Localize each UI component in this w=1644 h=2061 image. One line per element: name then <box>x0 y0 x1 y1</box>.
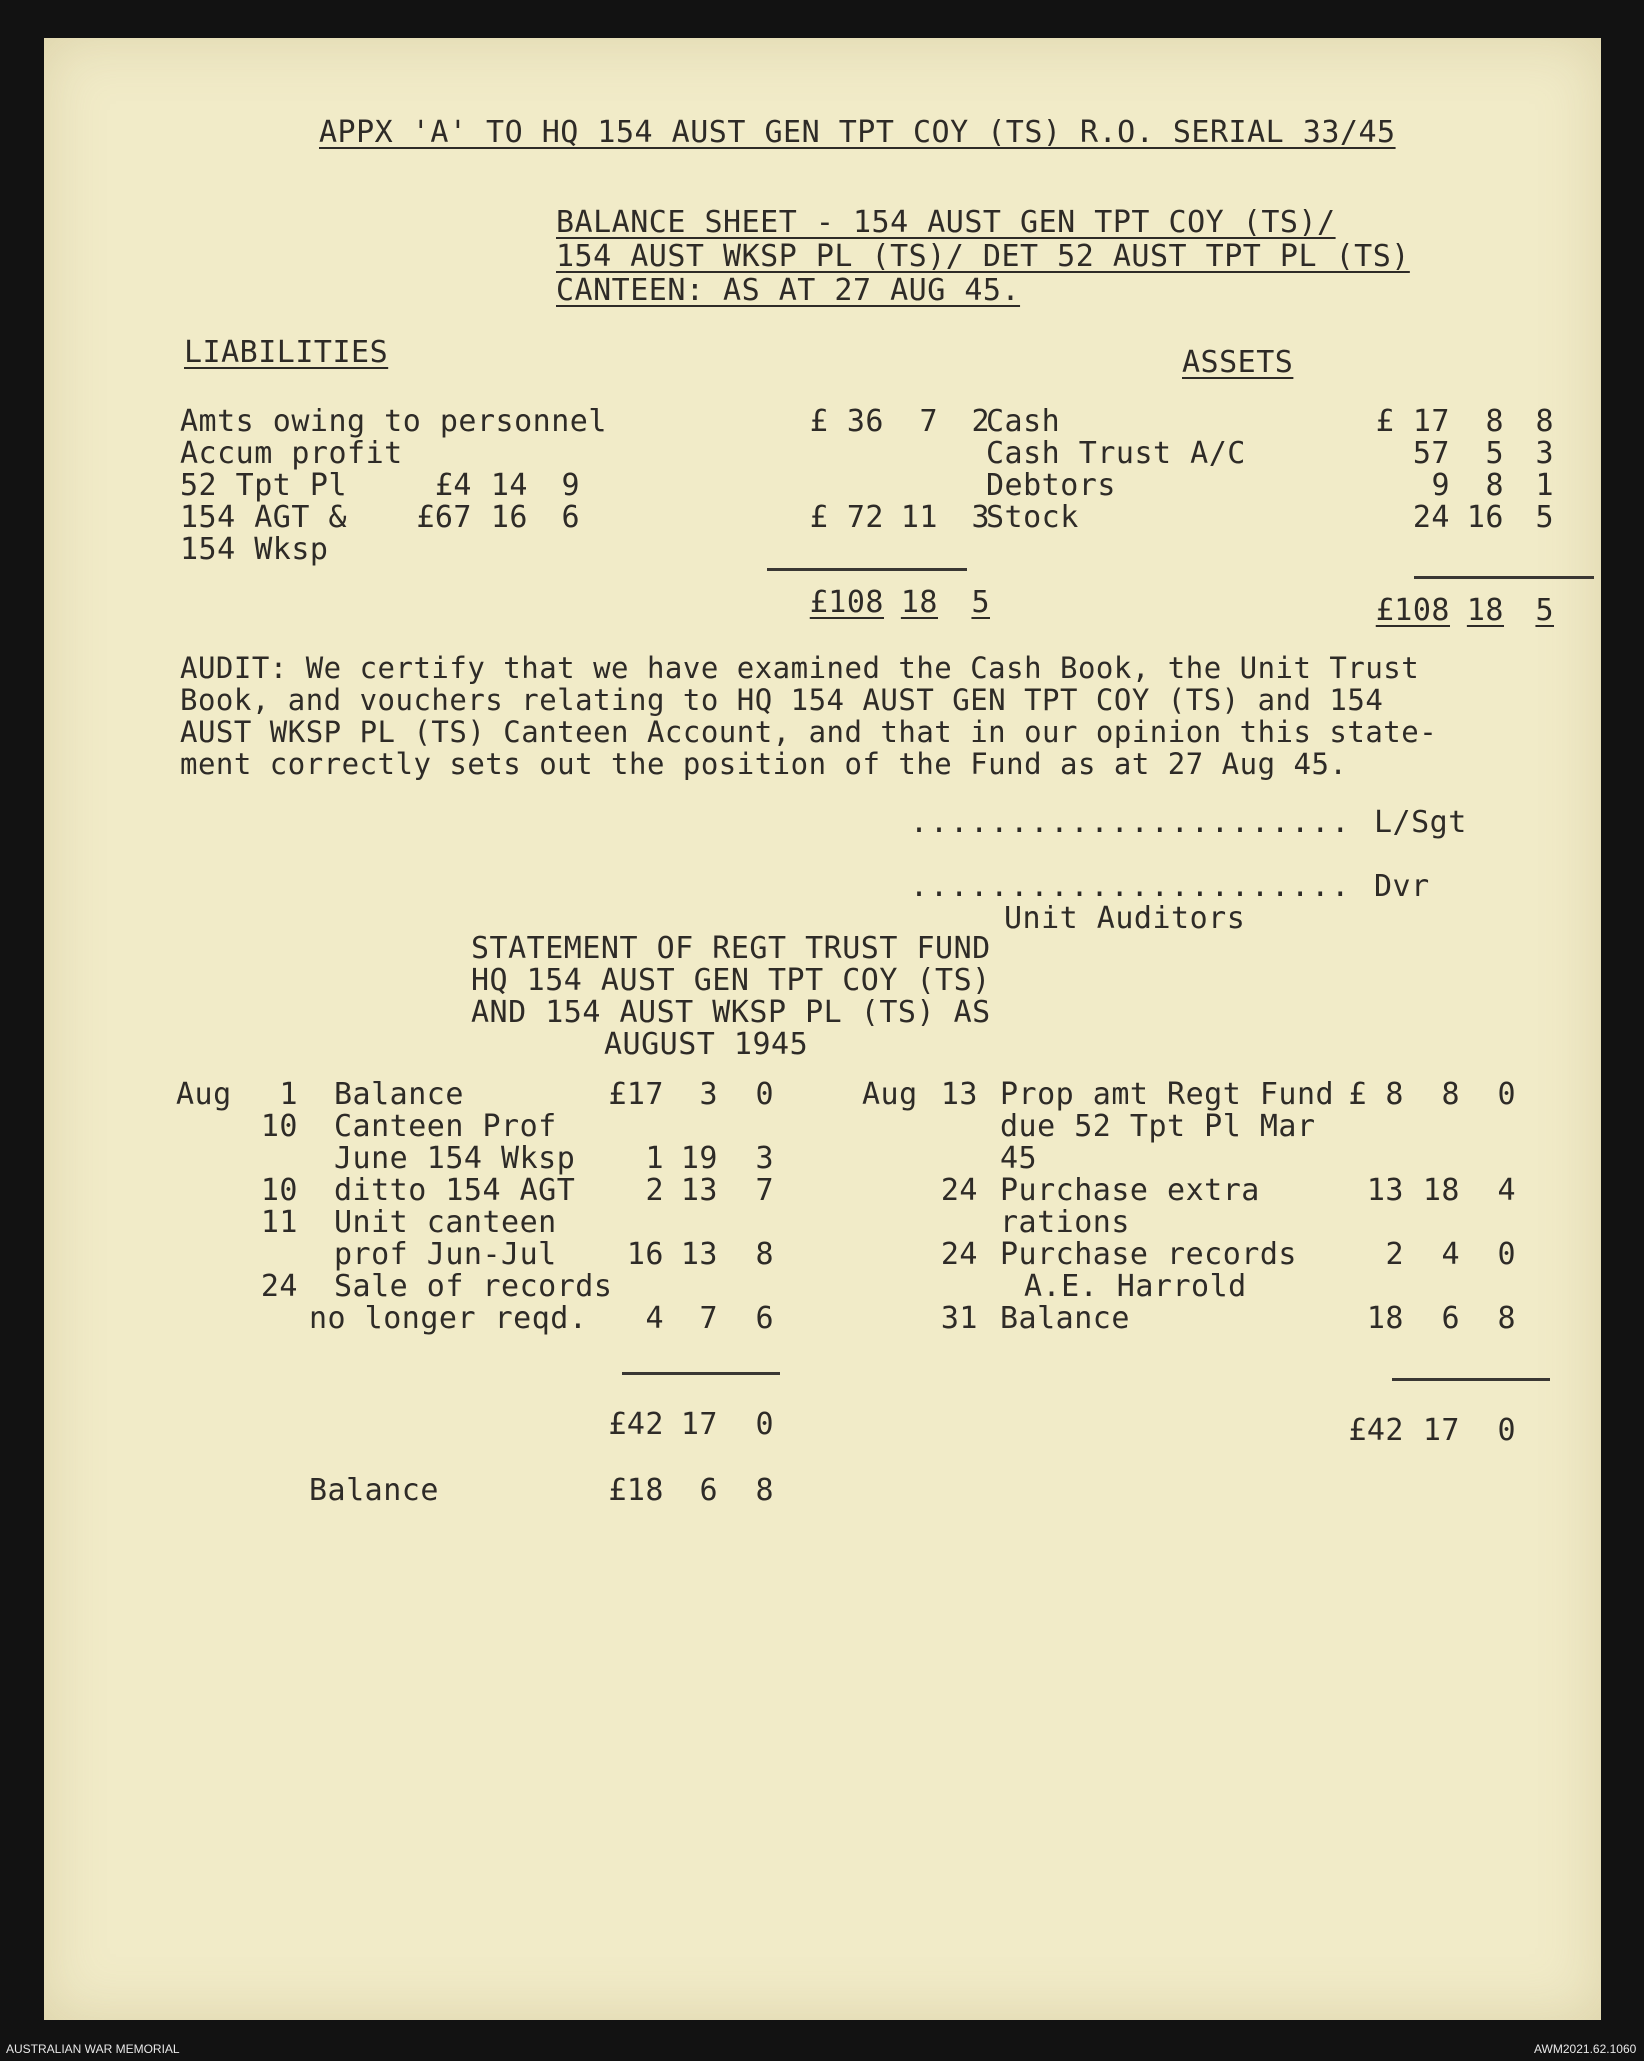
total-liabilities-shillings: 18 <box>900 585 938 620</box>
total-rule <box>767 568 967 571</box>
audit-line: ment correctly sets out the position of the Fund as at 27 Aug 45. <box>180 747 1348 781</box>
balance-sheet-title-3: CANTEEN: AS AT 27 AUG 45. <box>556 273 1021 308</box>
payment-month: Aug <box>862 1077 918 1112</box>
total-liabilities-pounds: £108 <box>809 585 884 620</box>
payment-text: A.E. Harrold <box>1024 1269 1247 1304</box>
receipt-shillings: 13 <box>680 1237 718 1272</box>
receipt-pounds: 16 <box>626 1237 664 1272</box>
receipt-day: 24 <box>260 1269 298 1304</box>
asset-pounds: £ 17 <box>1375 404 1450 439</box>
trust-fund-title: AND 154 AUST WKSP PL (TS) AS <box>471 995 991 1030</box>
liabilities-heading: LIABILITIES <box>184 335 389 370</box>
liability-sub-shillings: 16 <box>490 500 528 535</box>
trust-fund-title: AUGUST 1945 <box>604 1027 809 1062</box>
asset-label: Cash Trust A/C <box>986 436 1246 471</box>
receipt-text: no longer reqd. <box>309 1301 588 1336</box>
receipt-text: June 154 Wksp <box>334 1141 576 1176</box>
total-payments-pounds: £42 <box>1348 1413 1404 1448</box>
payment-shillings: 18 <box>1422 1173 1460 1208</box>
liability-line: Accum profit <box>180 436 403 471</box>
archive-reference: AWM2021.62.1060 <box>1534 2042 1637 2056</box>
payment-text: 45 <box>1000 1141 1038 1176</box>
carried-balance-label: Balance <box>309 1473 439 1508</box>
signature-rank: Dvr <box>1374 869 1430 904</box>
total-receipts-shillings: 17 <box>680 1407 718 1442</box>
liability-amount-pence: 2 <box>971 404 990 439</box>
asset-shillings: 8 <box>1485 468 1504 503</box>
assets-heading: ASSETS <box>1182 345 1294 380</box>
receipt-text: Balance <box>334 1077 464 1112</box>
receipt-pounds: 2 <box>645 1173 664 1208</box>
total-receipts-pence: 0 <box>755 1407 774 1442</box>
liability-sub-pence: 6 <box>561 500 580 535</box>
payment-text: rations <box>1000 1205 1130 1240</box>
liability-sub-pounds: £67 <box>416 500 472 535</box>
payment-day: 24 <box>940 1173 978 1208</box>
receipt-text: Sale of records <box>334 1269 613 1304</box>
auditors-label: Unit Auditors <box>1004 901 1246 936</box>
balance-sheet-title-1: BALANCE SHEET - 154 AUST GEN TPT COY (TS)/ <box>556 205 1336 240</box>
receipt-day: 10 <box>260 1173 298 1208</box>
liability-line: 52 Tpt Pl <box>180 468 348 503</box>
asset-shillings: 16 <box>1466 500 1504 535</box>
payment-shillings: 4 <box>1441 1237 1460 1272</box>
asset-label: Stock <box>986 500 1079 535</box>
archive-credit: AUSTRALIAN WAR MEMORIAL <box>6 2042 180 2056</box>
payment-shillings: 8 <box>1441 1077 1460 1112</box>
receipt-text: ditto 154 AGT <box>334 1173 576 1208</box>
receipt-text: prof Jun-Jul <box>334 1237 557 1272</box>
signature-dots: ...................... <box>910 805 1352 840</box>
payment-pounds: £ 8 <box>1348 1077 1404 1112</box>
total-receipts-pounds: £42 <box>608 1407 664 1442</box>
payment-pence: 4 <box>1497 1173 1516 1208</box>
receipt-pounds: 1 <box>645 1141 664 1176</box>
receipt-shillings: 3 <box>699 1077 718 1112</box>
signature-rank: L/Sgt <box>1374 805 1467 840</box>
payment-text: Purchase records <box>1000 1237 1297 1272</box>
appendix-header: APPX 'A' TO HQ 154 AUST GEN TPT COY (TS) R.O. SERIAL 33/45 <box>319 115 1396 150</box>
payment-day: 13 <box>940 1077 978 1112</box>
asset-shillings: 5 <box>1485 436 1504 471</box>
payment-pounds: 18 <box>1366 1301 1404 1336</box>
liability-sub-shillings: 14 <box>490 468 528 503</box>
asset-label: Debtors <box>986 468 1116 503</box>
asset-label: Cash <box>986 404 1061 439</box>
receipt-month: Aug <box>176 1077 232 1112</box>
total-rule <box>622 1372 780 1375</box>
payment-pounds: 2 <box>1385 1237 1404 1272</box>
payment-pounds: 13 <box>1366 1173 1404 1208</box>
liability-amount-pence: 3 <box>971 500 990 535</box>
payment-text: Prop amt Regt Fund <box>1000 1077 1335 1112</box>
receipt-pounds: £17 <box>608 1077 664 1112</box>
asset-pence: 1 <box>1535 468 1554 503</box>
receipt-pence: 0 <box>755 1077 774 1112</box>
payment-text: Purchase extra <box>1000 1173 1260 1208</box>
asset-pounds: 24 <box>1412 500 1450 535</box>
asset-pence: 5 <box>1535 500 1554 535</box>
total-assets-pence: 5 <box>1535 593 1554 628</box>
liability-sub-pence: 9 <box>561 468 580 503</box>
total-rule <box>1414 576 1594 579</box>
audit-line: AUDIT: We certify that we have examined the Cash Book, the Unit Trust <box>180 651 1420 685</box>
receipt-pence: 8 <box>755 1237 774 1272</box>
liability-amount-shillings: 11 <box>900 500 938 535</box>
receipt-text: Canteen Prof <box>334 1109 557 1144</box>
total-payments-pence: 0 <box>1497 1413 1516 1448</box>
trust-fund-title: STATEMENT OF REGT TRUST FUND <box>471 931 991 966</box>
payment-pence: 0 <box>1497 1077 1516 1112</box>
carried-balance-shillings: 6 <box>699 1473 718 1508</box>
audit-line: AUST WKSP PL (TS) Canteen Account, and that in our opinion this state- <box>180 715 1438 749</box>
receipt-day: 10 <box>260 1109 298 1144</box>
receipt-pence: 3 <box>755 1141 774 1176</box>
liability-line: Amts owing to personnel <box>180 404 607 439</box>
carried-balance-pounds: £18 <box>608 1473 664 1508</box>
receipt-shillings: 13 <box>680 1173 718 1208</box>
payment-pence: 0 <box>1497 1237 1516 1272</box>
trust-fund-title: HQ 154 AUST GEN TPT COY (TS) <box>471 963 991 998</box>
liability-amount-pounds: £ 72 <box>809 500 884 535</box>
signature-dots: ...................... <box>910 869 1352 904</box>
payment-day: 24 <box>940 1237 978 1272</box>
receipt-day: 11 <box>260 1205 298 1240</box>
receipt-pence: 6 <box>755 1301 774 1336</box>
receipt-shillings: 7 <box>699 1301 718 1336</box>
asset-shillings: 8 <box>1485 404 1504 439</box>
audit-line: Book, and vouchers relating to HQ 154 AUST GEN TPT COY (TS) and 154 <box>180 683 1384 717</box>
payment-shillings: 6 <box>1441 1301 1460 1336</box>
balance-sheet-title-2: 154 AUST WKSP PL (TS)/ DET 52 AUST TPT PL (TS) <box>556 239 1410 274</box>
liability-line: 154 Wksp <box>180 532 329 567</box>
total-assets-pounds: £108 <box>1375 593 1450 628</box>
receipt-pounds: 4 <box>645 1301 664 1336</box>
document-page <box>44 38 1601 2020</box>
receipt-shillings: 19 <box>680 1141 718 1176</box>
asset-pounds: 57 <box>1412 436 1450 471</box>
liability-line: 154 AGT & <box>180 500 348 535</box>
liability-amount-pounds: £ 36 <box>809 404 884 439</box>
total-liabilities-pence: 5 <box>971 585 990 620</box>
asset-pence: 8 <box>1535 404 1554 439</box>
payment-text: due 52 Tpt Pl Mar <box>1000 1109 1316 1144</box>
total-assets-shillings: 18 <box>1466 593 1504 628</box>
liability-amount-shillings: 7 <box>919 404 938 439</box>
payment-pence: 8 <box>1497 1301 1516 1336</box>
payment-day: 31 <box>940 1301 978 1336</box>
asset-pence: 3 <box>1535 436 1554 471</box>
asset-pounds: 9 <box>1431 468 1450 503</box>
total-rule <box>1392 1378 1550 1381</box>
payment-text: Balance <box>1000 1301 1130 1336</box>
total-payments-shillings: 17 <box>1422 1413 1460 1448</box>
receipt-pence: 7 <box>755 1173 774 1208</box>
receipt-day: 1 <box>279 1077 298 1112</box>
receipt-text: Unit canteen <box>334 1205 557 1240</box>
carried-balance-pence: 8 <box>755 1473 774 1508</box>
liability-sub-pounds: £4 <box>434 468 472 503</box>
